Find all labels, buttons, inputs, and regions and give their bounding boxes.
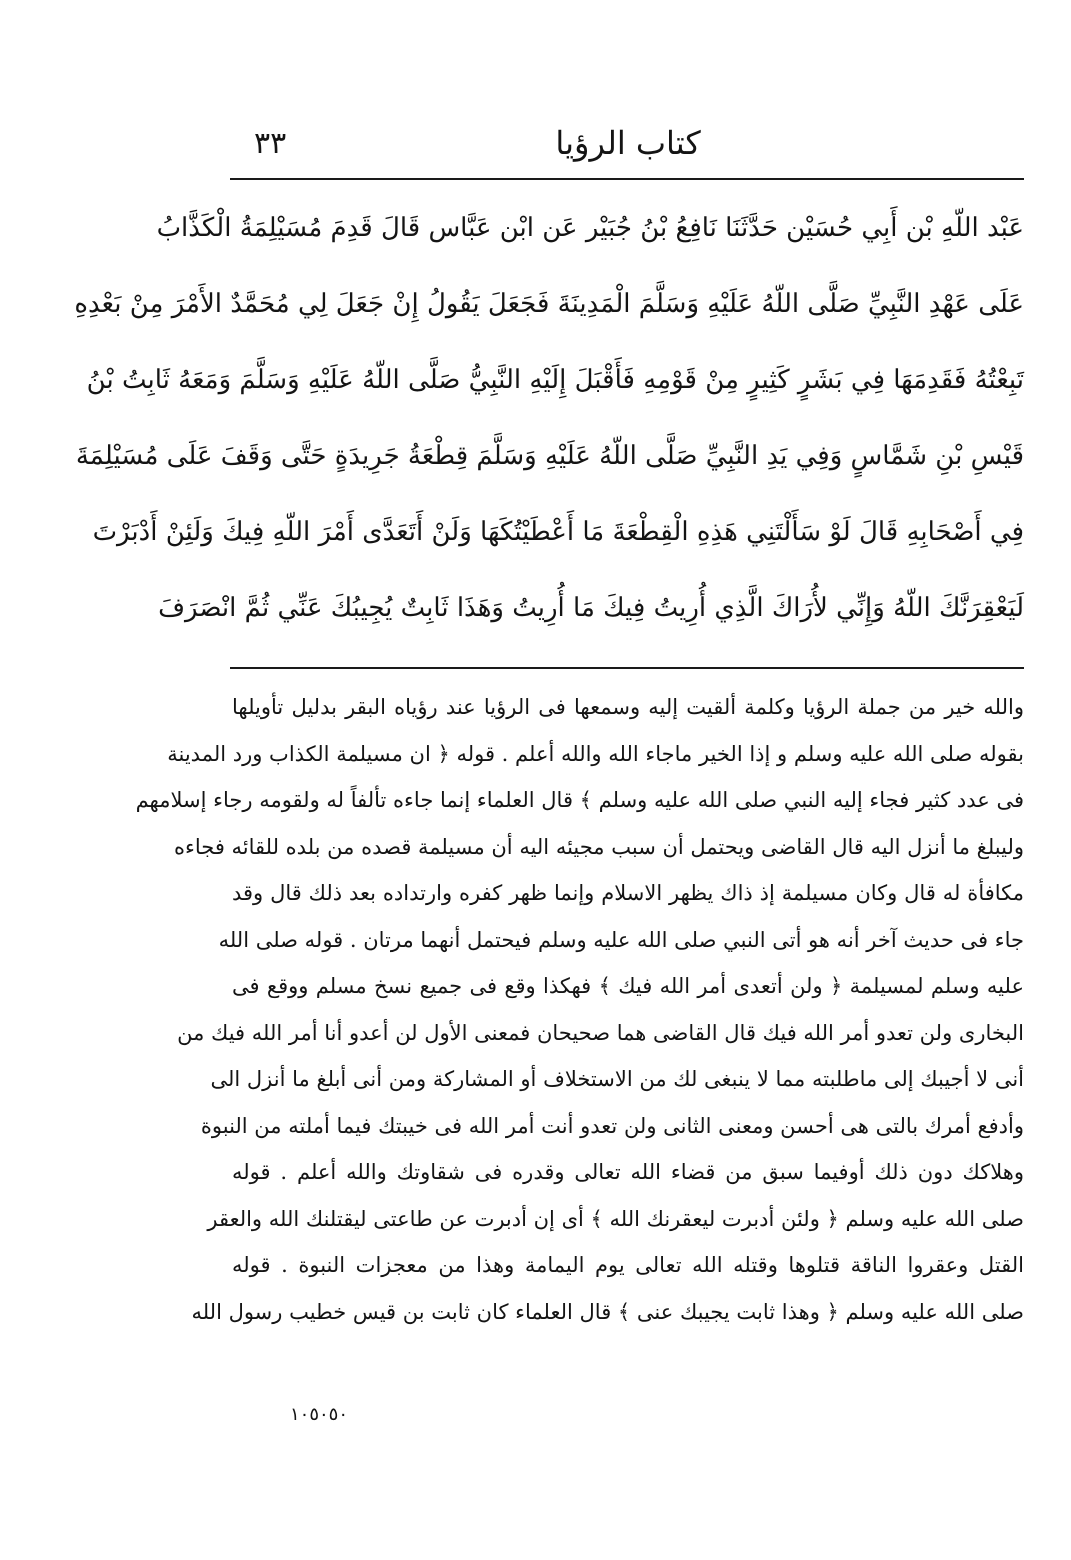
print-signature-code: ١٠٥٠٥٠ [290,1404,349,1425]
hadith-line: تَبِعْتُهُ فَقَدِمَهَا فِي بَشَرٍ كَثِيرٍ مِنْ قَوْمِهِ فَأَقْبَلَ إِلَيْهِ النَّبِيُّ صَلَّى اللّهُ عَلَيْهِ وَسَلَّمَ وَمَعَهُ ثَابِتُ بْنُ [86,365,1024,395]
commentary-line: جاء فى حديث آخر أنه هو أتى النبي صلى الله عليه وسلم فيحتمل أنهما مرتان . قوله صلى الله [218,927,1024,952]
hadith-line: لَيَعْقِرَنَّكَ اللّهُ وَإِنِّي لأُرَاكَ الَّذِي أُرِيتُ فِيكَ مَا أُرِيتُ وَهَذَا ثَابِتٌ يُجِيبُكَ عَنِّي ثُمَّ انْصَرَفَ [158,593,1024,623]
hadith-line: عَبْد اللّهِ بْن أَبِي حُسَيْن حَدَّثَنَا نَافِعُ بْنُ جُبَيْر عَن ابْن عَبَّاس قَالَ قَدِمَ مُسَيْلِمَةُ الْكَذَّابُ [156,213,1024,243]
commentary-line: وهلاكك دون ذلك أوفيما سبق من قضاء الله تعالى وقدره فى شقاوتك والله أعلم . قوله [232,1160,1024,1184]
commentary-line: صلى الله عليه وسلم ﴿ ولئن أدبرت ليعقرنك الله ﴾ أى إن أدبرت عن طاعتى ليقتلنك الله والعقر [207,1206,1024,1231]
hadith-text [74,190,1024,646]
hadith-line: فِي أَصْحَابِهِ قَالَ لَوْ سَأَلْتَنِي هَذِهِ الْقِطْعَةَ مَا أَعْطَيْتُكَهَا وَلَنْ أَتَعَدَّى أَمْرَ اللّهِ فِيكَ وَلَئِنْ أَدْبَرْتَ [92,517,1024,547]
header-rule [230,178,1024,180]
commentary-line: مكافأة له قال وكان مسيلمة إذ ذاك يظهر الاسلام وإنما ظهر كفره وارتداده بعد ذلك قال وقد [232,881,1024,905]
commentary-line: صلى الله عليه وسلم ﴿ وهذا ثابت يجيبك عنى ﴾ قال العلماء كان ثابت بن قيس خطيب رسول الله [191,1299,1024,1324]
hadith-line: عَلَى عَهْدِ النَّبِيِّ صَلَّى اللّهُ عَلَيْهِ وَسَلَّمَ الْمَدِينَةَ فَجَعَلَ يَقُولُ إِنْ جَعَلَ لِي مُحَمَّدٌ الأَمْرَ مِنْ بَعْدِهِ [74,289,1024,319]
page-number: ٣٣ [254,126,287,161]
commentary-line: بقوله صلى الله عليه وسلم و إذا الخير ماجاء الله والله أعلم . قوله ﴿ ان مسيلمة الكذاب ورد المدينة [167,741,1024,766]
commentary-text [135,684,1024,1335]
commentary-line: والله خير من جملة الرؤيا وكلمة ألقيت إليه وسمعها فى الرؤيا عند رؤياه البقر بدليل تأويلها [232,695,1024,719]
hadith-line: قَيْسِ بْنِ شَمَّاسٍ وَفِي يَدِ النَّبِيِّ صَلَّى اللّهُ عَلَيْهِ وَسَلَّمَ قِطْعَةُ جَرِيدَةٍ حَتَّى وَقَفَ عَلَى مُسَيْلِمَةَ [75,441,1024,471]
page-header [232,118,1024,176]
commentary-line: فى عدد كثير فجاء إليه النبي صلى الله عليه وسلم ﴾ قال العلماء إنما جاءه تألفاً له ولقومه رجاء إسلامهم [135,788,1024,812]
commentary-line: القتل وعقروا الناقة قتلوها وقتله الله تعالى يوم اليمامة وهذا من معجزات النبوة . قوله [232,1253,1024,1277]
section-divider [230,667,1024,669]
book-title: كتاب الرؤيا [555,124,701,162]
commentary-line: وليبلغ ما أنزل اليه قال القاضى ويحتمل أن سبب مجيئه اليه أن مسيلمة قصده من بلده للقائه فجاءه [173,834,1024,859]
commentary-line: عليه وسلم لمسيلمة ﴿ ولن أتعدى أمر الله فيك ﴾ فهكذا وقع فى جميع نسخ مسلم ووقع فى [232,974,1024,998]
commentary-line: وأدفع أمرك بالتى هى أحسن ومعنى الثانى ولن تعدو أنت أمر الله فى خيبتك فيما أملته من النبوة [200,1113,1024,1138]
commentary-line: أنى لا أجيبك إلى ماطلبته مما لا ينبغى لك من الاستخلاف أو المشاركة ومن أنى أبلغ ما أنزل الى [210,1067,1024,1091]
commentary-line: البخارى ولن تعدو أمر الله فيك قال القاضى هما صحيحان فمعنى الأول لن أعدو أنا أمر الله فيك من [177,1020,1024,1045]
